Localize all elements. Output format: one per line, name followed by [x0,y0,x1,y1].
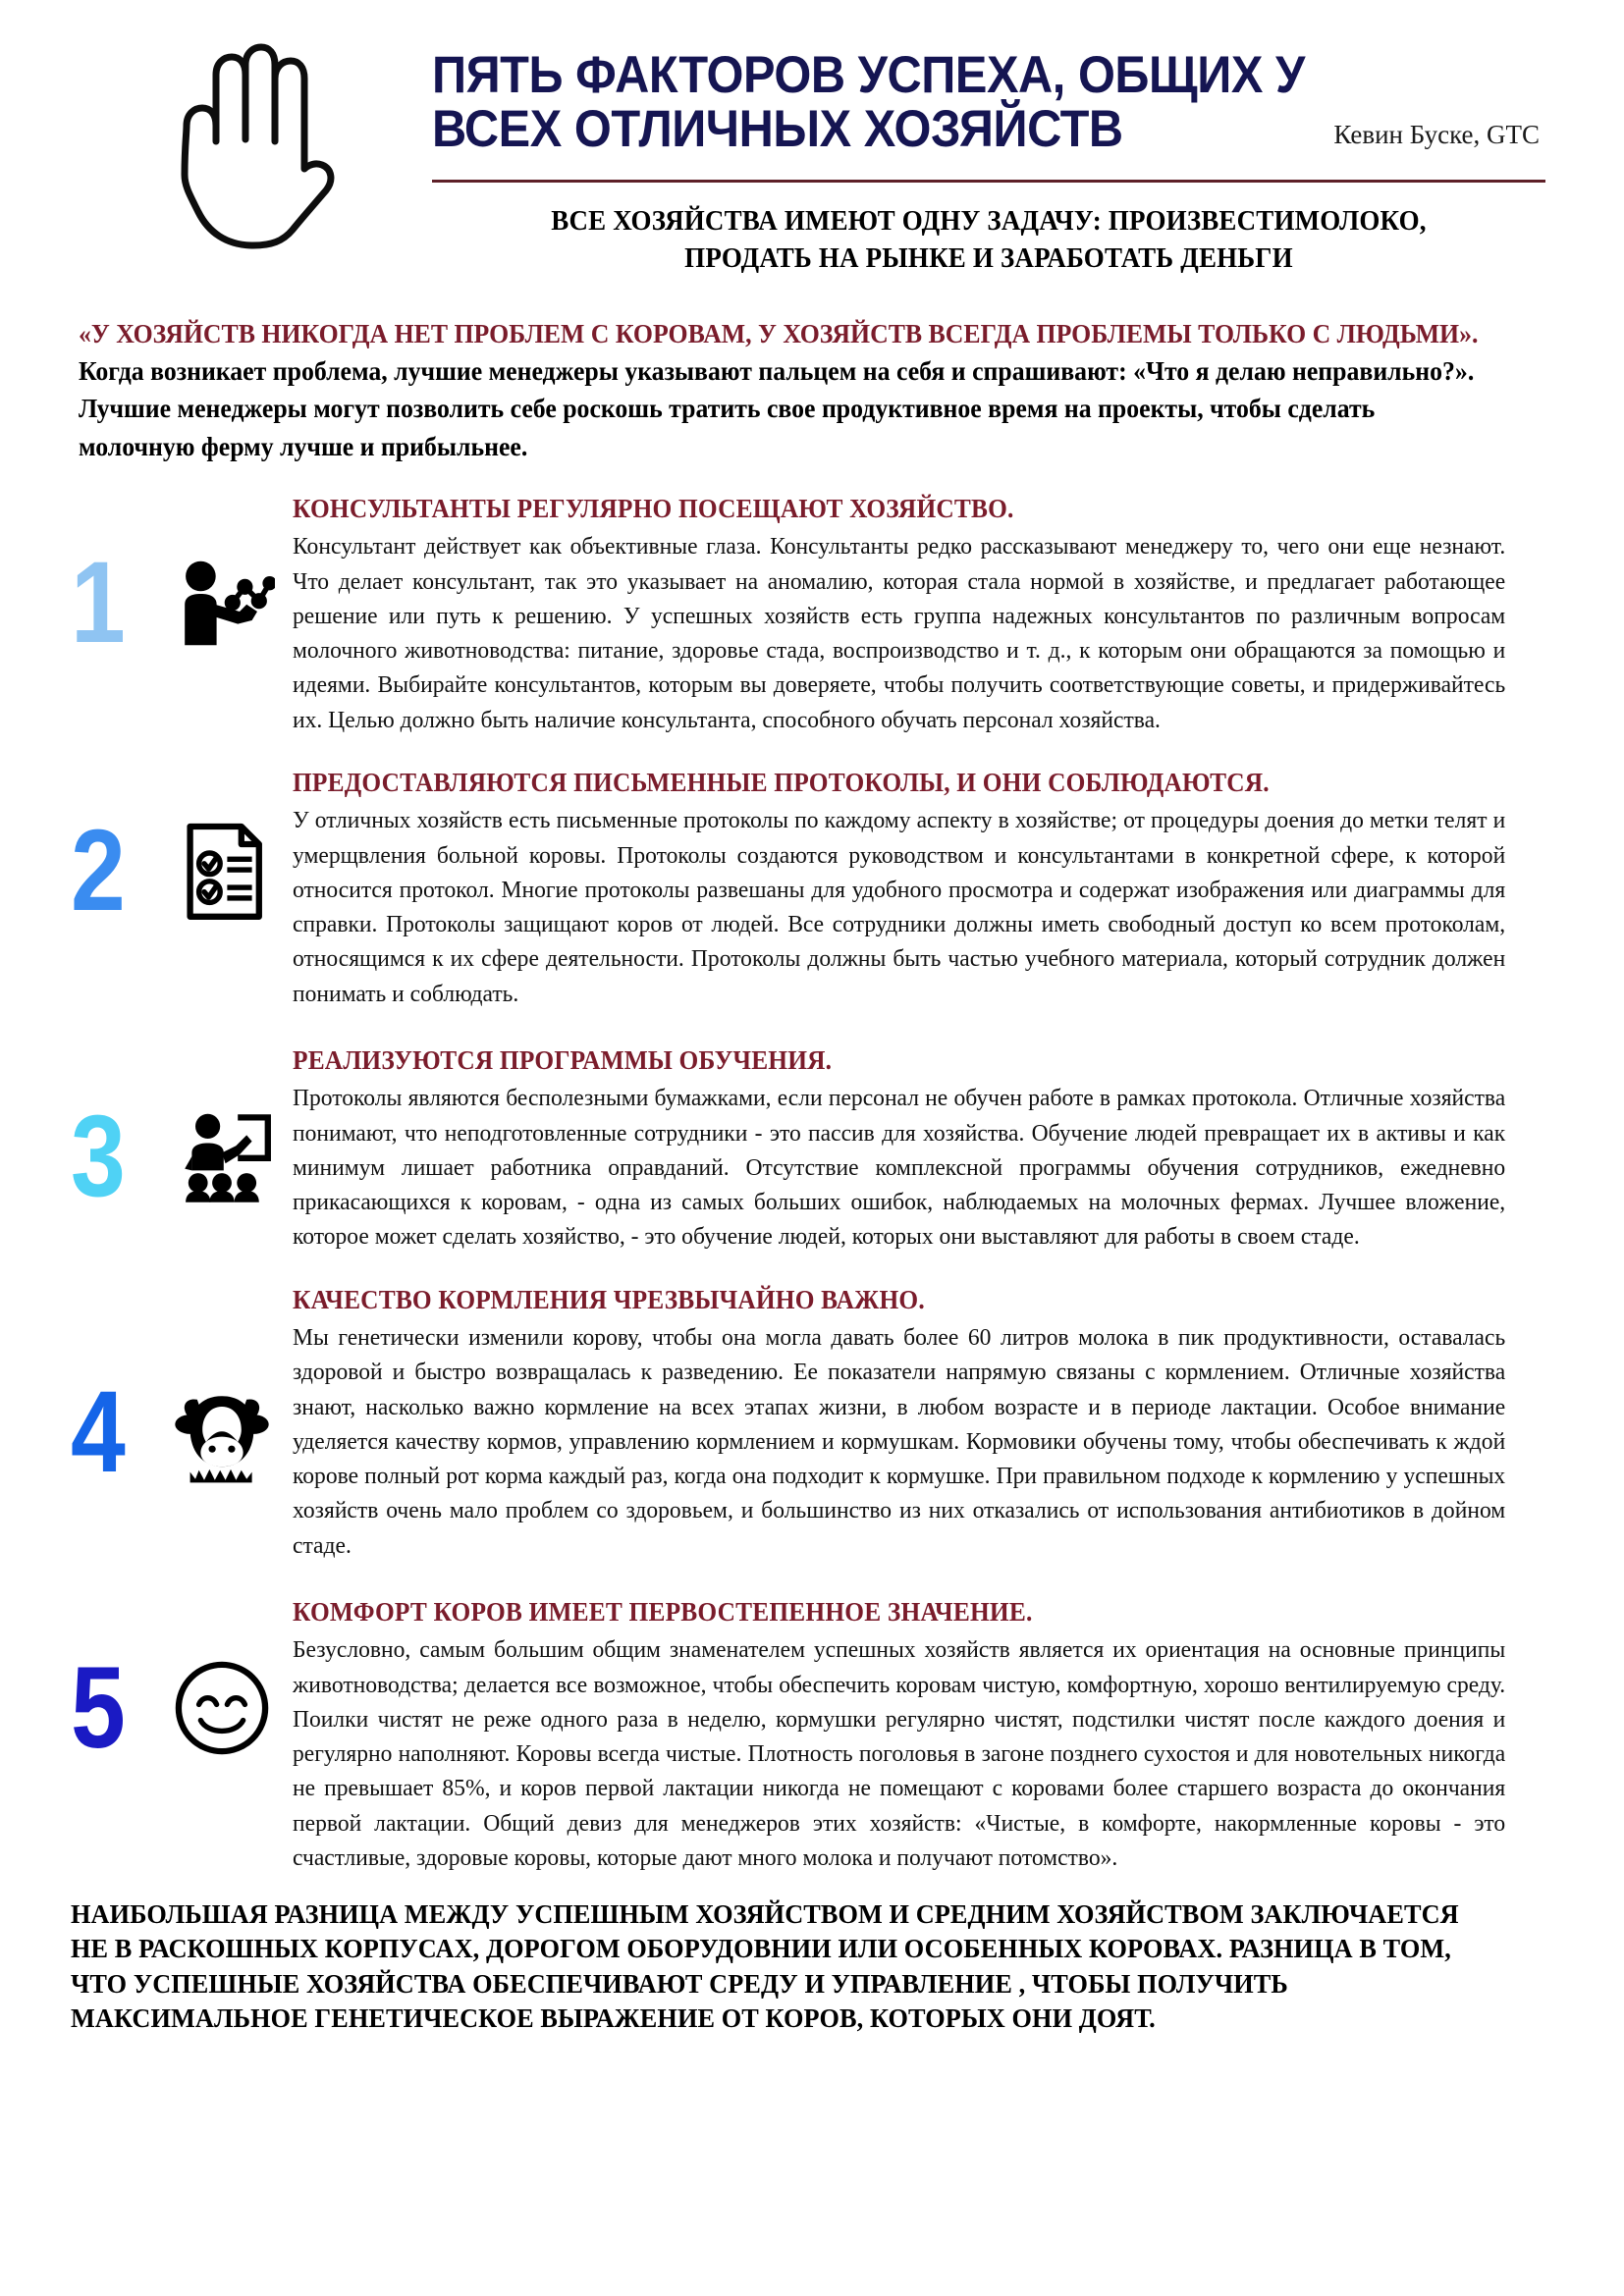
success-factor-item [71,767,1553,1011]
success-factor-item [71,1044,1553,1255]
factor-marker [71,1596,287,1773]
title-row-second [432,99,1545,158]
factor-marker [71,1284,287,1498]
consultant-pointing-at-chart-icon [169,550,275,656]
factor-number: 3 [71,1091,126,1221]
cow-head-icon [169,1380,275,1486]
training-classroom-icon [169,1103,275,1209]
page-title-line-1: ПЯТЬ ФАКТОРОВ УСПЕХА, ОБЩИХ У [432,46,1305,104]
intro-lead-quote: «У ХОЗЯЙСТВ НИКОГДА НЕТ ПРОБЛЕМ С КОРОВАМ, У ХОЗЯЙСТВ ВСЕГДА ПРОБЛЕМЫ ТОЛЬКО С ЛЮДЬМИ». [79,318,1479,348]
factor-body [287,493,1553,737]
factor-text: Протоколы являются бесполезными бумажками, если персонал не обучен работе в рамках протокола. Отличные хозяйства понимают, что неподготовленные сотрудники - это пассив для хозяйства. Обучение людей превращает их в активы и как минимум лишает работника оправданий. Отсутствие комплексной программы обучения сотрудников, ежедневно прикасающихся к коровам, - одна из самых больших ошибок, наблюдаемых на молочных фермах. Лучшее вложение, которое может сделать хозяйство, - это обучение людей, которых они выставляют для работы в своем стаде. [293,1085,1506,1251]
factor-body [287,1596,1553,1875]
factor-body [287,1044,1553,1255]
factor-marker [71,767,287,935]
smiley-face-icon [169,1655,275,1761]
intro-rest-text: Когда возникает проблема, лучшие менеджеры указывают пальцем на себя и спрашивают: «Что я делаю неправильно?». Лучшие менеджеры могут позволить себе роскошь тратить свое продуктивное время на проекты, чтобы сделать молочную ферму лучше и прибыльнее. [79,356,1475,461]
open-hand-five-fingers-icon [157,29,383,250]
factor-text: Безусловно, самым большим общим знаменателем успешных хозяйств является их ориентация на основные принципы животноводства; делается все возможное, чтобы обеспечить коровам чистую, комфортную, хорошо вентилируемую среду. Поилки чистят не реже одного раза в неделю, кормушки регулярно чистят, подстилки чистят после каждого доения и регулярно наполняют. Коровы всегда чистые. Плотность поголовья в загоне позднего сухостоя и для новотельных никогда не превышает 85%, и коров первой лактации никогда не помещают с коровами более старшего возраста до окончания первой лактации. Общий девиз для менеджеров этих хозяйств: «Чистые, в комфорте, накормленные коровы - это счастливые, здоровые коровы, которые дают много молока и получают потомство». [293,1636,1506,1871]
factor-heading: РЕАЛИЗУЮТСЯ ПРОГРАММЫ ОБУЧЕНИЯ. [293,1044,833,1075]
factor-heading: ПРЕДОСТАВЛЯЮТСЯ ПИСЬМЕННЫЕ ПРОТОКОЛЫ, И ОНИ СОБЛЮДАЮТСЯ. [293,767,1270,797]
factor-number: 5 [71,1642,126,1773]
factor-heading: КАЧЕСТВО КОРМЛЕНИЯ ЧРЕЗВЫЧАЙНО ВАЖНО. [293,1284,925,1314]
factor-body [287,1284,1553,1563]
factor-heading: КОМФОРТ КОРОВ ИМЕЕТ ПЕРВОСТЕПЕННОЕ ЗНАЧЕНИЕ. [293,1596,1033,1627]
document-subtitle: ВСЕ ХОЗЯЙСТВА ИМЕЮТ ОДНУ ЗАДАЧУ: ПРОИЗВЕСТИМОЛОКО, ПРОДАТЬ НА РЫНКЕ И ЗАРАБОТАТЬ ДЕНЬГИ [551,205,1427,275]
checklist-document-icon [169,818,275,924]
author-byline: Кевин Буске, GTC [1333,120,1540,150]
document-header [0,0,1624,278]
factor-body [287,767,1553,1011]
factor-heading: КОНСУЛЬТАНТЫ РЕГУЛЯРНО ПОСЕЩАЮТ ХОЗЯЙСТВО. [293,494,1014,523]
factor-number: 2 [71,805,126,935]
factor-number: 4 [71,1367,126,1498]
factor-marker [71,1044,287,1221]
factor-text: Мы генетически изменили корову, чтобы она могла давать более 60 литров молока в пик продуктивности, оставалась здоровой и быстро возвращалась к разведению. Ее показатели напрямую связаны с кормлением. Отличные хозяйства знают, насколько важно кормление на всех этапах жизни, в любом возрасте и в периоде лактации. Особое внимание уделяется качеству кормов, управлению кормлением и кормушкам. Кормовики обучены тому, чтобы обеспечивать к ждой корове полный рот корма каждый раз, когда она подходит к кормушке. При правильном подходе к кормлению у успешных хозяйств очень мало проблем со здоровьем, и большинство из них отказались от использования антибиотиков в дойном стаде. [293,1324,1506,1559]
conclusion-paragraph: НАИБОЛЬШАЯ РАЗНИЦА МЕЖДУ УСПЕШНЫМ ХОЗЯЙСТВОМ И СРЕДНИМ ХОЗЯЙСТВОМ ЗАКЛЮЧАЕТСЯ НЕ В РАСКОШНЫХ КОРПУСАХ, ДОРОГОМ ОБОРУДОВНИИ ИЛИ ОСОБЕННЫХ КОРОВАХ. РАЗНИЦА В ТОМ, ЧТО УСПЕШНЫЕ ХОЗЯЙСТВА ОБЕСПЕЧИВАЮТ СРЕДУ И УПРАВЛЕНИЕ , ЧТОБЫ ПОЛУЧИТЬ МАКСИМАЛЬНОЕ ГЕНЕТИЧЕСКОЕ ВЫРАЖЕНИЕ ОТ КОРОВ, КОТОРЫХ ОНИ ДОЯТ. [71,1898,1459,2033]
page-title-line-2: ВСЕХ ОТЛИЧНЫХ ХОЗЯЙСТВ [432,99,1123,158]
title-block [383,29,1545,278]
success-factors-list [71,493,1553,1875]
header-divider-rule [432,180,1545,183]
factor-number: 1 [71,537,126,667]
factor-marker [71,493,287,667]
success-factor-item [71,1596,1553,1875]
success-factor-item [71,493,1553,737]
intro-paragraph [79,315,1480,465]
success-factor-item [71,1284,1553,1563]
factor-text: Консультант действует как объективные глаза. Консультанты редко рассказывают менеджеру то, чего они еще незнают. Что делает консультант, так это указывает на аномалию, которая стала нормой в хозяйстве, и предлагает работающее решение или путь к решению. У успешных хозяйств есть группа надежных консультантов по различным вопросам молочного животноводства: питание, здоровье стада, воспроизводство и т. д., к которым они обращаются за помощью и идеями. Выбирайте консультантов, которым вы доверяете, чтобы получить соответствующие советы, и придерживайтесь их. Целью должно быть наличие консультанта, способного обучать персонал хозяйства. [293,533,1506,733]
factor-text: У отличных хозяйств есть письменные протоколы по каждому аспекту в хозяйстве; от процедуры доения до метки телят и умерщвления больной коровы. Протоколы создаются руководством и консультантами в конкретной сфере, к которой относится протокол. Многие протоколы развешаны для удобного просмотра и содержат изображения или диаграммы для справки. Протоколы защищают коров от людей. Все сотрудники должны иметь свободный доступ ко всем протоколам, относящимся к их сфере деятельности. Протоколы должны быть частью учебного материала, который сотрудник должен понимать и соблюдать. [293,807,1506,1007]
